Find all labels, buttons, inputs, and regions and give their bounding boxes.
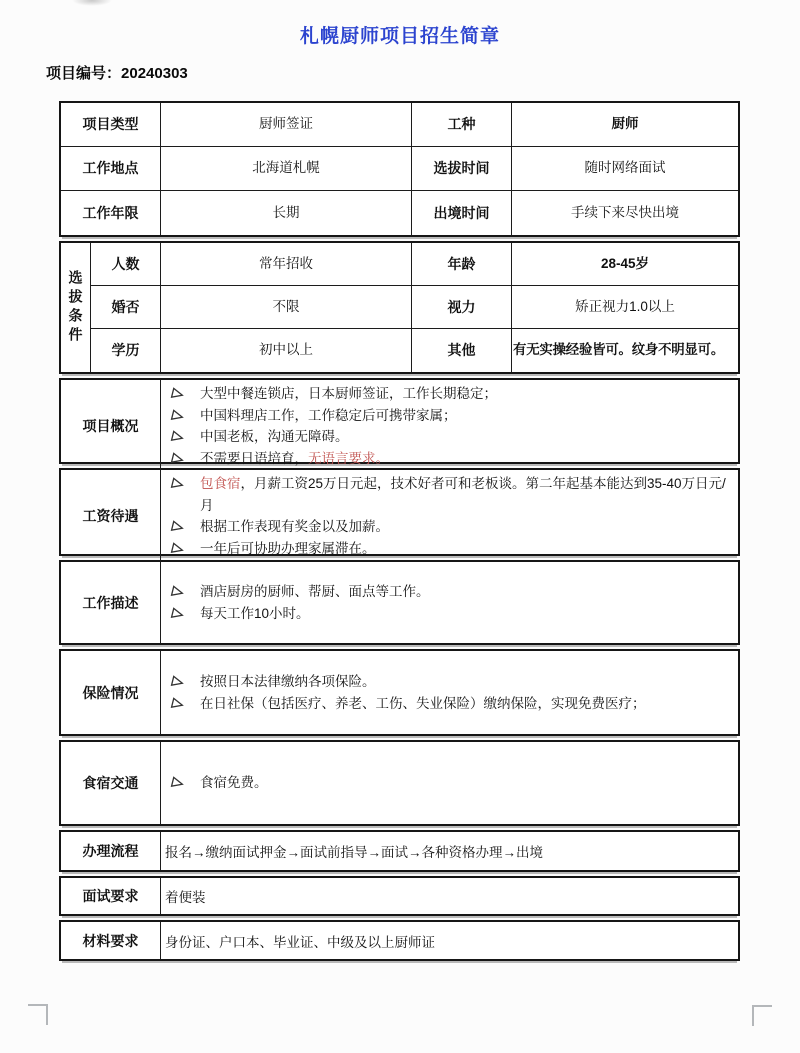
arrow-bullet-icon — [170, 585, 186, 600]
selection-criteria-group-label: 选拔条件 — [61, 243, 91, 372]
label-departure-time: 出境时间 — [412, 191, 512, 235]
section-content-job-description — [161, 562, 738, 643]
section-content-salary — [161, 470, 738, 562]
list-item-text: 根据工作表现有奖金以及加薪。 — [200, 519, 389, 534]
list-item-text: 中国老板，沟通无障碍。 — [200, 429, 349, 444]
page-title: 札幌厨师项目招生简章 — [299, 26, 500, 47]
section-label-room-board: 食宿交通 — [61, 742, 161, 824]
value-headcount: 常年招收 — [161, 243, 412, 286]
value-education: 初中以上 — [161, 329, 412, 372]
list-item-text: 一年后可协助办理家属滞在。 — [200, 540, 376, 556]
list-item — [169, 772, 728, 794]
value-work-duration: 长期 — [161, 191, 412, 235]
section-salary — [59, 468, 740, 556]
label-other: 其他 — [412, 329, 512, 372]
project-number-value: 20240303 — [121, 65, 188, 82]
label-work-location: 工作地点 — [61, 147, 161, 191]
list-item-text: 包食宿，月薪工资25万日元起，技术好者可和老板谈。第二年起基本能达到35-40万日元/月 — [200, 476, 726, 513]
label-vision: 视力 — [412, 286, 512, 329]
label-selection-time: 选拔时间 — [412, 147, 512, 191]
value-marital-status: 不限 — [161, 286, 412, 329]
scan-smudge — [72, 0, 112, 6]
arrow-bullet-icon — [170, 520, 186, 535]
section-material-requirement — [59, 920, 740, 961]
list-item-text: 按照日本法律缴纳各项保险。 — [200, 674, 376, 689]
section-label-interview-requirement: 面试要求 — [61, 878, 161, 914]
arrow-bullet-icon — [170, 451, 186, 466]
list-item-text: 中国料理店工作，工作稳定后可携带家属； — [200, 407, 457, 423]
section-insurance — [59, 649, 740, 736]
list-item-text: 酒店厨房的厨师、帮厨、面点等工作。 — [200, 584, 430, 599]
list-item-text: 食宿免费。 — [200, 775, 268, 791]
list-item-text: 每天工作10小时。 — [200, 605, 310, 621]
list-item-text: 在日社保（包括医疗、养老、工伤、失业保险）缴纳保险，实现免费医疗； — [200, 695, 646, 711]
arrow-bullet-icon — [170, 408, 186, 423]
value-interview-requirement: 着便装 — [165, 890, 206, 905]
list-item — [169, 671, 728, 693]
section-label-insurance: 保险情况 — [61, 651, 161, 734]
highlighted-text: 包食宿 — [200, 476, 241, 491]
list-item — [169, 693, 728, 715]
value-project-type: 厨师签证 — [161, 103, 412, 147]
list-item — [169, 426, 728, 448]
section-job-description — [59, 560, 740, 645]
arrow-bullet-icon — [170, 387, 186, 402]
project-number-line — [46, 62, 188, 83]
arrow-bullet-icon — [170, 675, 186, 690]
list-item — [169, 448, 728, 470]
value-process: 报名→缴纳面试押金→面试前指导→面试→各种资格办理→出境 — [165, 845, 543, 860]
label-education: 学历 — [91, 329, 161, 372]
list-item — [169, 538, 728, 560]
list-item — [169, 473, 728, 516]
label-project-type: 项目类型 — [61, 103, 161, 147]
basic-info-table — [59, 101, 740, 237]
selection-criteria-table — [59, 241, 740, 374]
label-job-type: 工种 — [412, 103, 512, 147]
list-item — [169, 581, 728, 603]
value-material-requirement: 身份证、户口本、毕业证、中级及以上厨师证 — [165, 934, 435, 950]
list-item-text: 大型中餐连锁店，日本厨师签证，工作长期稳定； — [200, 386, 497, 401]
section-project-overview — [59, 378, 740, 464]
value-work-location: 北海道札幌 — [161, 147, 412, 191]
arrow-bullet-icon — [170, 606, 186, 621]
value-departure-time: 手续下来尽快出境 — [571, 204, 679, 220]
section-content-insurance — [161, 651, 738, 734]
arrow-bullet-icon — [170, 430, 186, 445]
value-selection-time: 随时网络面试 — [512, 147, 738, 191]
recruitment-table — [59, 101, 740, 965]
list-item — [169, 405, 728, 427]
value-vision: 矫正视力1.0以上 — [512, 286, 738, 329]
section-label-project-overview: 项目概况 — [61, 380, 161, 472]
arrow-bullet-icon — [170, 776, 186, 791]
list-item — [169, 603, 728, 625]
arrow-bullet-icon — [170, 696, 186, 711]
project-number-label: 项目编号： — [46, 65, 122, 82]
section-content-project-overview — [161, 380, 738, 472]
section-interview-requirement — [59, 876, 740, 916]
value-age: 28-45岁 — [512, 243, 738, 286]
section-process — [59, 830, 740, 872]
section-label-material-requirement: 材料要求 — [61, 922, 161, 959]
label-marital-status: 婚否 — [91, 286, 161, 329]
highlighted-text: 无语言要求。 — [308, 450, 389, 466]
value-job-type: 厨师 — [512, 103, 738, 147]
value-other: 有无实操经验皆可。纹身不明显可。 — [513, 342, 725, 358]
section-label-process: 办理流程 — [61, 832, 161, 870]
section-room-board — [59, 740, 740, 826]
arrow-bullet-icon — [170, 541, 186, 556]
label-work-duration: 工作年限 — [61, 191, 161, 235]
section-label-job-description: 工作描述 — [61, 562, 161, 643]
arrow-bullet-icon — [170, 477, 186, 492]
section-label-salary: 工资待遇 — [61, 470, 161, 562]
list-item — [169, 383, 728, 405]
page-corner-mark-right — [752, 1005, 772, 1026]
section-content-room-board — [161, 742, 738, 824]
list-item — [169, 516, 728, 538]
label-headcount: 人数 — [91, 243, 161, 286]
page-corner-mark-left — [28, 1004, 48, 1025]
label-age: 年龄 — [412, 243, 512, 286]
list-item-text: 不需要日语培育，无语言要求。 — [200, 450, 389, 466]
